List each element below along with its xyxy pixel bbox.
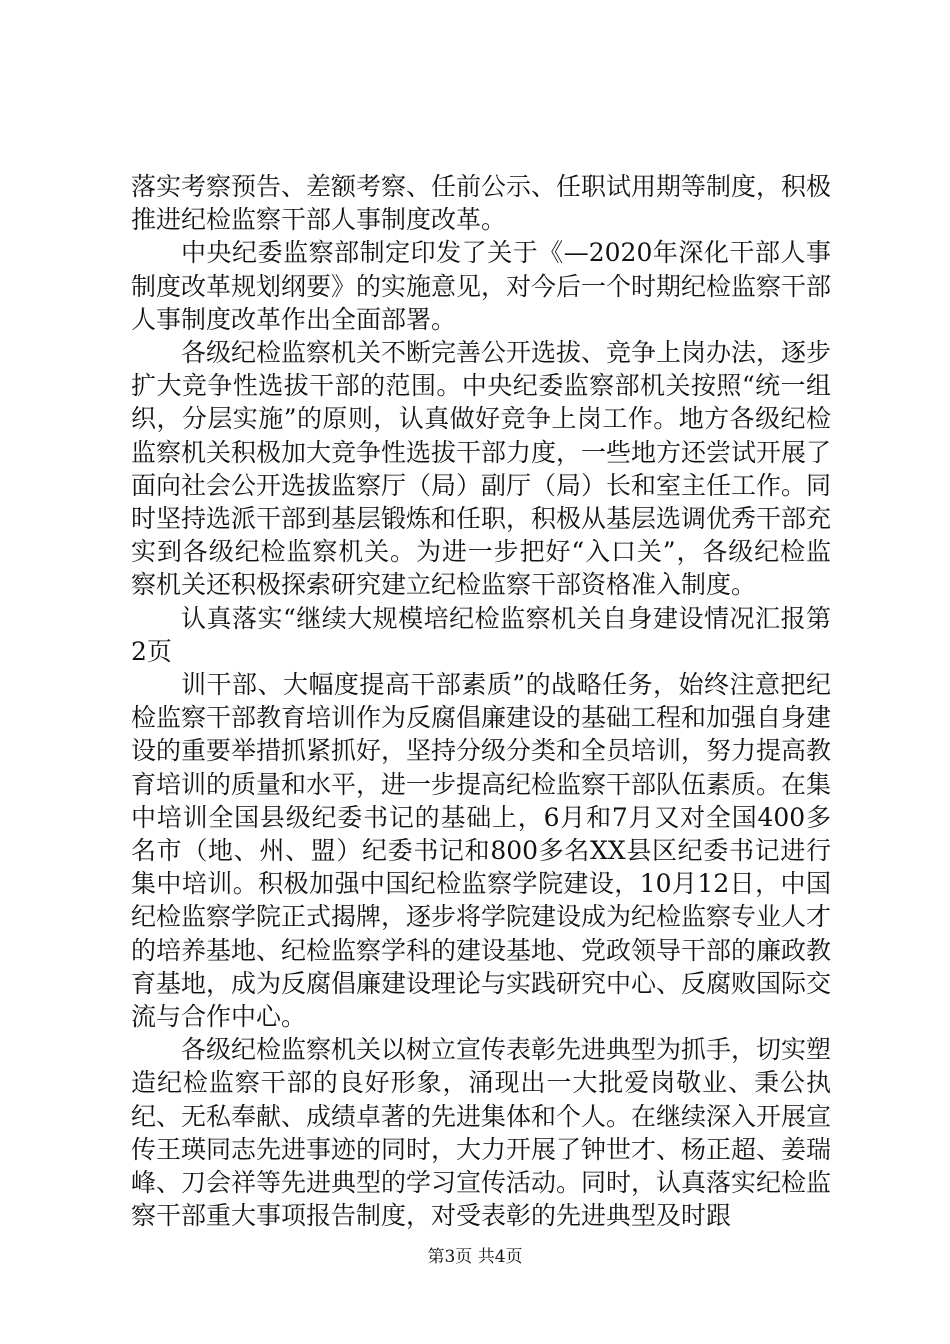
paragraph-3: 各级纪检监察机关不断完善公开选拔、竞争上岗办法，逐步扩大竞争性选拔干部的范围。中央纪委监察部机关按照“统一组织，分层实施”的原则，认真做好竞争上岗工作。地方各级纪检监察机关积极加大竞争性选拔干部力度，一些地方还尝试开展了面向社会公开选拔监察厅（局）副厅（局）长和室主任工作。同时坚持选派干部到基层锻炼和任职，积极从基层选调优秀干部充实到各级纪检监察机关。为进一步把好“入口关”，各级纪检监察机关还积极探索研究建立纪检监察干部资格准入制度。	[131, 338, 832, 600]
paragraph-6: 各级纪检监察机关以树立宣传表彰先进典型为抓手，切实塑造纪检监察干部的良好形象，涌现出一大批爱岗敬业、秉公执纪、无私奉献、成绩卓著的先进集体和个人。在继续深入开展宣传王瑛同志先进事迹的同时，大力开展了钟世才、杨正超、姜瑞峰、刀会祥等先进典型的学习宣传活动。同时，认真落实纪检监察干部重大事项报告制度，对受表彰的先进典型及时跟	[131, 1035, 832, 1231]
document-body	[131, 170, 831, 1233]
paragraph-5: 训干部、大幅度提高干部素质”的战略任务，始终注意把纪检监察干部教育培训作为反腐倡廉建设的基础工程和加强自身建设的重要举措抓紧抓好，坚持分级分类和全员培训，努力提高教育培训的质量和水平，进一步提高纪检监察干部队伍素质。在集中培训全国县级纪委书记的基础上，6月和7月又对全国400多名市（地、州、盟）纪委书记和800多名XX县区纪委书记进行集中培训。积极加强中国纪检监察学院建设，10月12日，中国纪检监察学院正式揭牌，逐步将学院建设成为纪检监察专业人才的培养基地、纪检监察学科的建设基地、党政领导干部的廉政教育基地，成为反腐倡廉建设理论与实践研究中心、反腐败国际交流与合作中心。	[131, 670, 832, 1032]
paragraph-2: 中央纪委监察部制定印发了关于《—2020年深化干部人事制度改革规划纲要》的实施意见，对今后一个时期纪检监察干部人事制度改革作出全面部署。	[131, 238, 832, 334]
paragraph-1: 落实考察预告、差额考察、任前公示、任职试用期等制度，积极推进纪检监察干部人事制度改革。	[131, 172, 832, 235]
page-footer: 第3页 共4页	[427, 1247, 523, 1267]
paragraph-4: 认真落实“继续大规模培纪检监察机关自身建设情况汇报第2页	[131, 603, 831, 666]
